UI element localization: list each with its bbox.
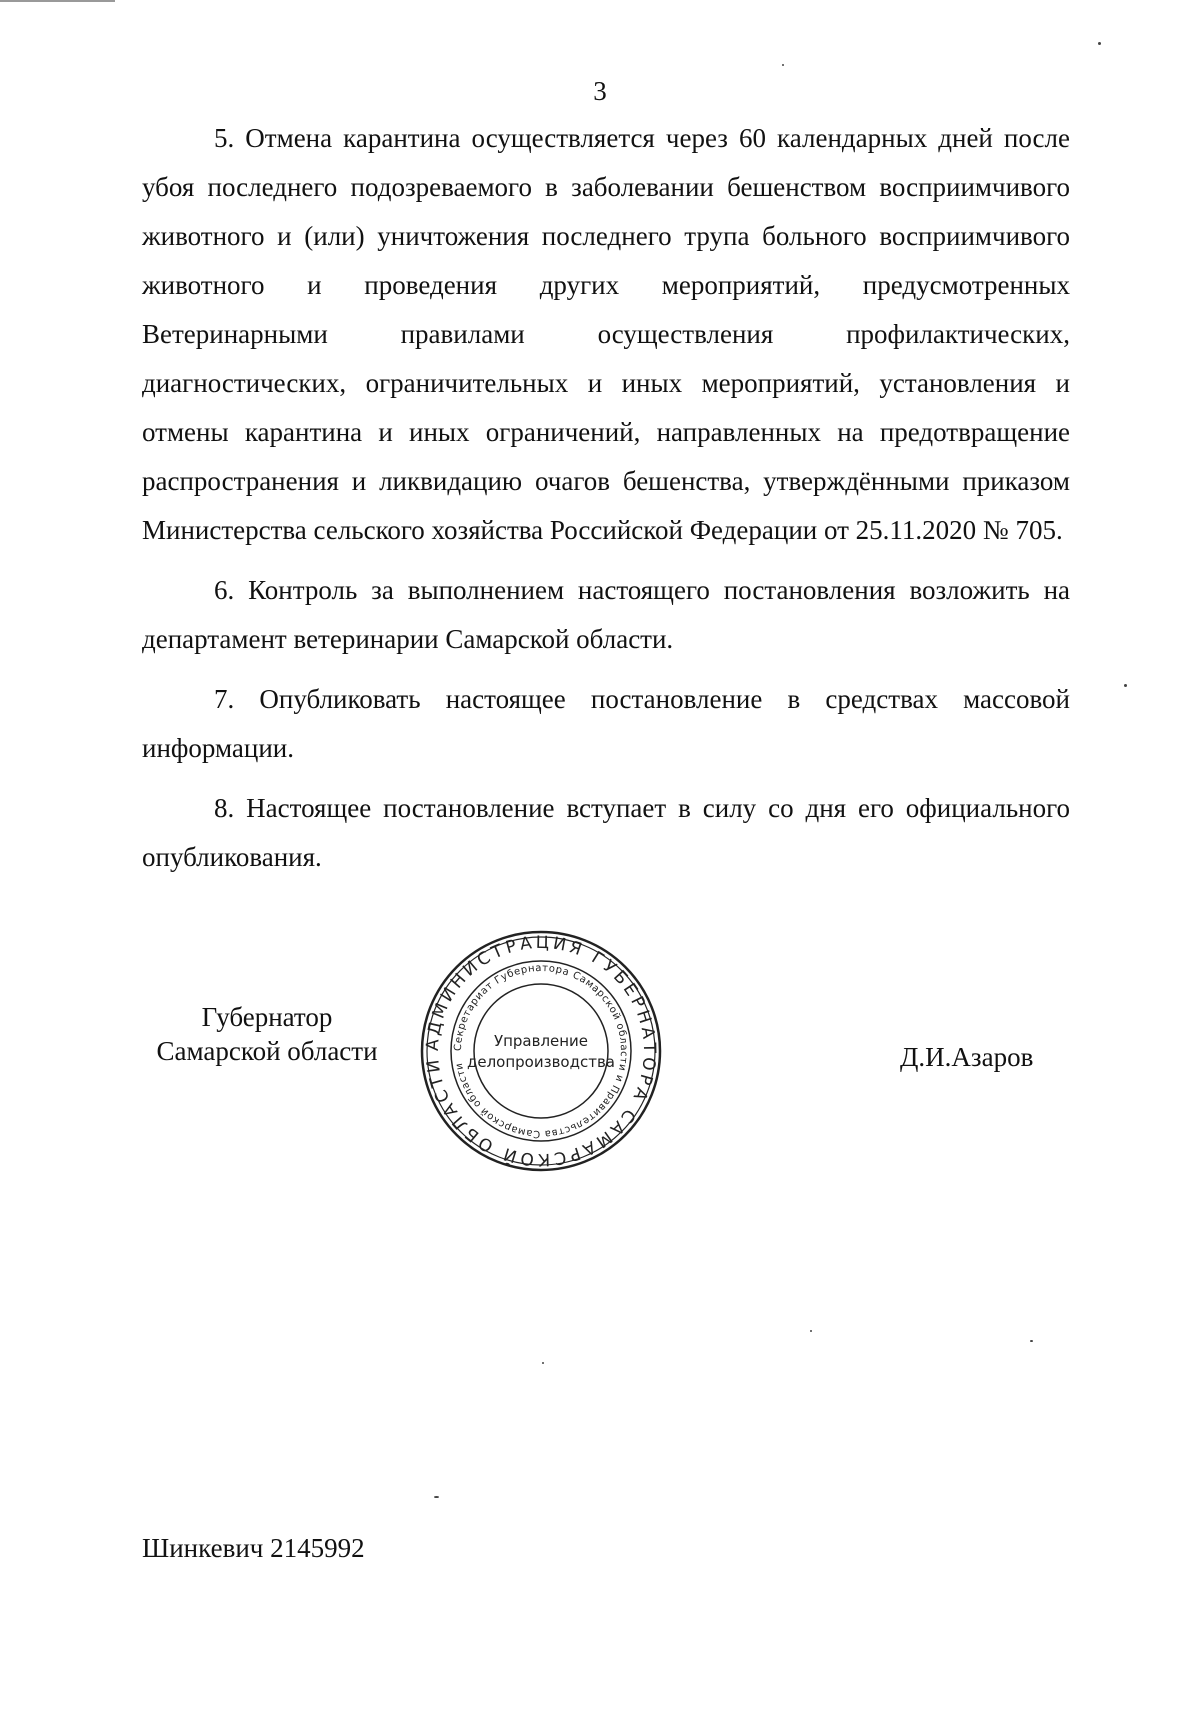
signatory-title-line1: Губернатор: [201, 1002, 333, 1032]
scan-speck: [782, 64, 784, 66]
scan-speck: [1098, 42, 1101, 45]
signatory-name: Д.И.Азаров: [900, 1042, 1034, 1072]
executor-contact: Шинкевич 2145992: [142, 1533, 365, 1563]
page-number: 3: [593, 76, 607, 106]
seal-inner-text: Секретариат Губернатора Самарской области и Правительства Самарской области: [452, 962, 630, 1140]
scan-speck: [542, 1362, 544, 1364]
scan-speck: [1124, 684, 1127, 687]
paragraph-8: 8. Настоящее постановление вступает в силу со дня его официального опубликования.: [142, 793, 1070, 872]
scan-speck: [810, 1330, 812, 1332]
official-seal: [418, 928, 664, 1174]
scan-speck: [434, 1496, 439, 1498]
paragraph-5: 5. Отмена карантина осуществляется через 60 календарных дней после убоя последнего подозреваемого в заболевании бешенством восприимчивого животного и (или) уничтожения последнего трупа больного восприимчивого животного и проведения других мероприятий, предусмотренных Ветеринарными правилами осуществления профилактических, диагностических, ограничительных и иных мероприятий, установления и отмены карантина и иных ограничений, направленных на предотвращение распространения и ликвидацию очагов бешенства, утверждёнными приказом Министерства сельского хозяйства Российской Федерации от 25.11.2020 № 705.: [142, 123, 1070, 545]
scan-edge-line: [0, 0, 115, 2]
seal-center-line2: делопроизводства: [466, 1053, 616, 1071]
seal-center-line1: Управление: [493, 1032, 589, 1050]
paragraph-6: 6. Контроль за выполнением настоящего постановления возложить на департамент ветеринарии Самарской области.: [142, 575, 1070, 654]
paragraph-7: 7. Опубликовать настоящее постановление в средствах массовой информации.: [142, 684, 1070, 763]
seal-outer-text: АДМИНИСТРАЦИЯ ГУБЕРНАТОРА САМАРСКОЙ ОБЛАСТИ: [422, 932, 660, 1170]
signatory-title-line2: Самарской области: [156, 1036, 378, 1066]
signatory-title: [142, 1000, 392, 1068]
scan-speck: [1030, 1340, 1033, 1342]
document-body: [142, 114, 1070, 893]
